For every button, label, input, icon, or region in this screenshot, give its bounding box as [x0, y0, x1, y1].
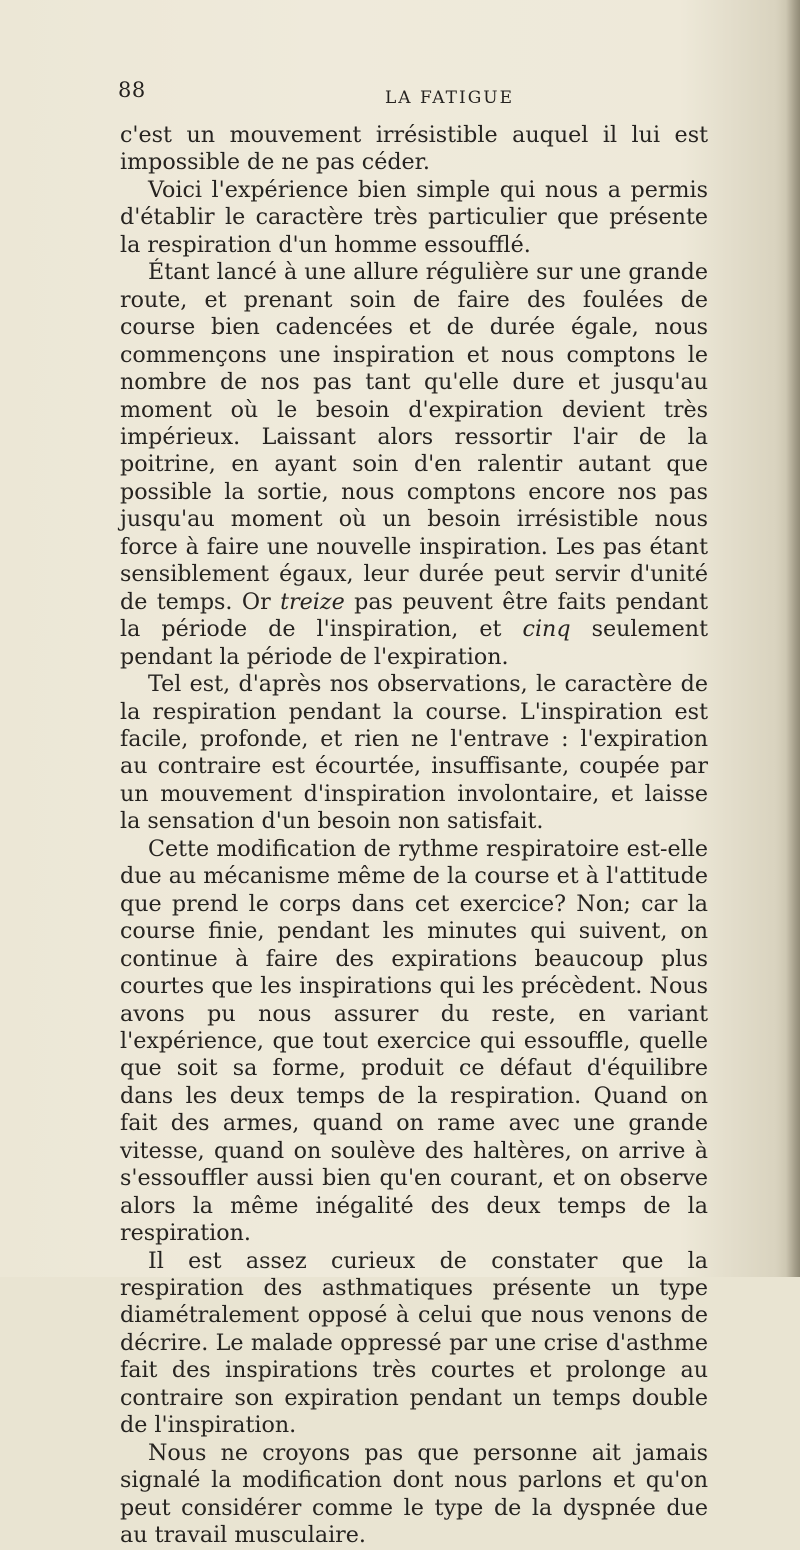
paragraph-4: Tel est, d'après nos observations, le caractère de la respiration pendant la course. L'inspiration est facile, profonde, et rien ne l'entrave : l'expiration au contraire est écourtée, insuffisante, coupée par un mouvement d'inspiration involontaire, et laisse la sensation d'un besoin non satisfait. — [120, 671, 708, 835]
paragraph-3 — [120, 259, 708, 671]
paragraph-5: Cette modification de rythme respiratoire est-elle due au mécanisme même de la course et à l'attitude que prend le corps dans cet exercice? Non; car la course finie, pendant les minutes qui suivent, on continue à faire des expirations beaucoup plus courtes que les inspirations qui les précèdent. Nous avons pu nous assurer du reste, en variant l'expérience, que tout exercice qui essouffle, quelle que soit sa forme, produit ce défaut d'équilibre dans les deux temps de la respiration. Quand on fait des armes, quand on rame avec une grande vitesse, quand on soulève des haltères, on arrive à s'essouffler aussi bien qu'en courant, et on observe alors la même inégalité des deux temps de la respiration. — [120, 835, 708, 1247]
paragraph-2: Voici l'expérience bien simple qui nous a permis d'établir le caractère très particulier que présente la respiration d'un homme essoufflé. — [120, 176, 708, 258]
running-head: LA FATIGUE — [385, 88, 515, 108]
paragraph-3-part-3: seulement pendant la période de l'expiration. — [120, 616, 708, 670]
page-edge-shadow — [786, 0, 800, 1277]
body-text — [120, 122, 708, 1550]
paragraph-3-part-2: pas peuvent être faits pendant la période de l'inspiration, et — [120, 588, 708, 643]
page-number: 88 — [118, 78, 146, 102]
paragraph-3-part-1: Étant lancé à une allure régulière sur une grande route, et prenant soin de faire des foulées de course bien cadencées et de durée égale, nous commençons une inspiration et nous comptons le nombre de nos pas tant qu'elle dure et jusqu'au moment où le besoin d'expiration devient très impérieux. Laissant alors ressortir l'air de la poitrine, en ayant soin d'en ralentir autant que possible la sortie, nous comptons encore nos pas jusqu'au moment où un besoin irrésistible nous force à faire une nouvelle inspiration. Les pas étant sensiblement égaux, leur durée peut servir d'unité de temps. Or — [120, 259, 708, 615]
emphasis-treize: treize — [280, 588, 345, 615]
emphasis-cinq: cinq — [522, 616, 571, 643]
paragraph-7: Nous ne croyons pas que personne ait jamais signalé la modification dont nous parlons et qu'on peut considérer comme le type de la dyspnée due au travail musculaire. — [120, 1439, 708, 1549]
paragraph-1: c'est un mouvement irrésistible auquel il lui est impossible de ne pas céder. — [120, 122, 708, 176]
paragraph-6: Il est assez curieux de constater que la respiration des asthmatiques présente un type diamétralement opposé à celui que nous venons de décrire. Le malade oppressé par une crise d'asthme fait des inspirations très courtes et prolonge au contraire son expiration pendant un temps double de l'inspiration. — [120, 1247, 708, 1439]
